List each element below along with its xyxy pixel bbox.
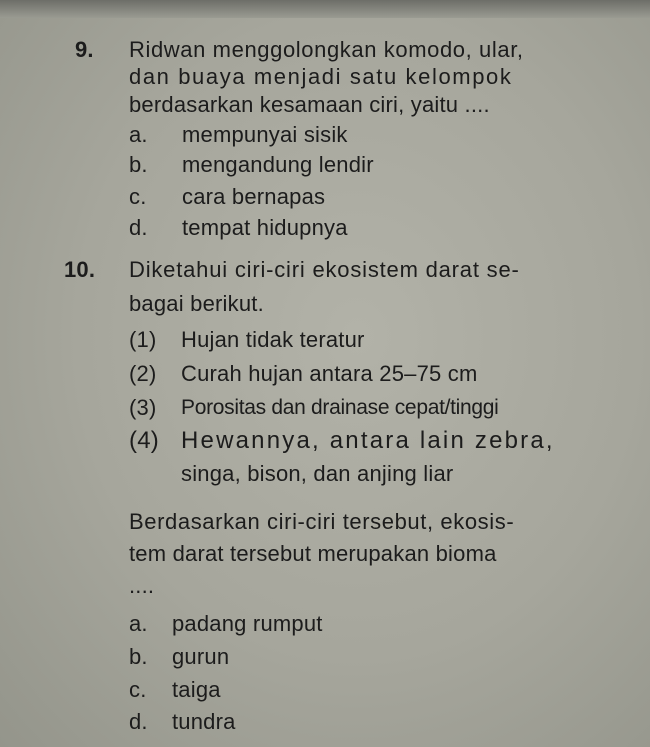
- question-10-number: 10.: [64, 257, 96, 282]
- question-10-option-c: taiga: [172, 677, 221, 702]
- question-9-stem-line-3: berdasarkan kesamaan ciri, yaitu ....: [129, 92, 490, 117]
- question-9-option-d-letter: d.: [129, 215, 148, 240]
- question-10-item-2: Curah hujan antara 25–75 cm: [181, 361, 478, 386]
- question-9-option-a: mempunyai sisik: [182, 122, 348, 147]
- question-10-option-a-letter: a.: [129, 611, 148, 636]
- question-10-item-4-label: (4): [129, 427, 159, 454]
- question-10-item-1: Hujan tidak teratur: [181, 327, 365, 352]
- question-10-option-d: tundra: [172, 709, 236, 734]
- question-9-option-d: tempat hidupnya: [182, 215, 348, 240]
- question-9-stem-line-2: dan buaya menjadi satu kelompok: [129, 64, 513, 89]
- page-top-edge: [0, 0, 650, 18]
- question-10-option-a: padang rumput: [172, 611, 323, 636]
- question-10-stem-line-2: bagai berikut.: [129, 291, 264, 316]
- question-10-option-b: gurun: [172, 644, 230, 669]
- question-9-option-b: mengandung lendir: [182, 152, 374, 177]
- question-10-option-b-letter: b.: [129, 644, 148, 669]
- question-9-option-c: cara bernapas: [182, 184, 326, 209]
- question-10-stem-line-1: Diketahui ciri-ciri ekosistem darat se-: [129, 257, 520, 282]
- question-10-question-line-1: Berdasarkan ciri-ciri tersebut, ekosis-: [129, 509, 515, 534]
- question-10-item-1-label: (1): [129, 327, 157, 352]
- question-9-number: 9.: [75, 37, 94, 62]
- question-9-stem-line-1: Ridwan menggolongkan komodo, ular,: [129, 37, 524, 62]
- question-10-item-4-continuation: singa, bison, dan anjing liar: [181, 461, 454, 486]
- question-10-item-3: Porositas dan drainase cepat/tinggi: [181, 396, 499, 419]
- question-10-option-c-letter: c.: [129, 677, 147, 702]
- question-10-question-line-3: ....: [129, 573, 155, 598]
- question-9-option-a-letter: a.: [129, 122, 148, 147]
- question-9-option-c-letter: c.: [129, 184, 147, 209]
- question-10-item-2-label: (2): [129, 361, 157, 386]
- question-9-option-b-letter: b.: [129, 152, 148, 177]
- question-10-item-4: Hewannya, antara lain zebra,: [181, 427, 555, 454]
- question-10-question-line-2: tem darat tersebut merupakan bioma: [129, 541, 497, 566]
- question-10-option-d-letter: d.: [129, 709, 148, 734]
- question-10-item-3-label: (3): [129, 395, 157, 420]
